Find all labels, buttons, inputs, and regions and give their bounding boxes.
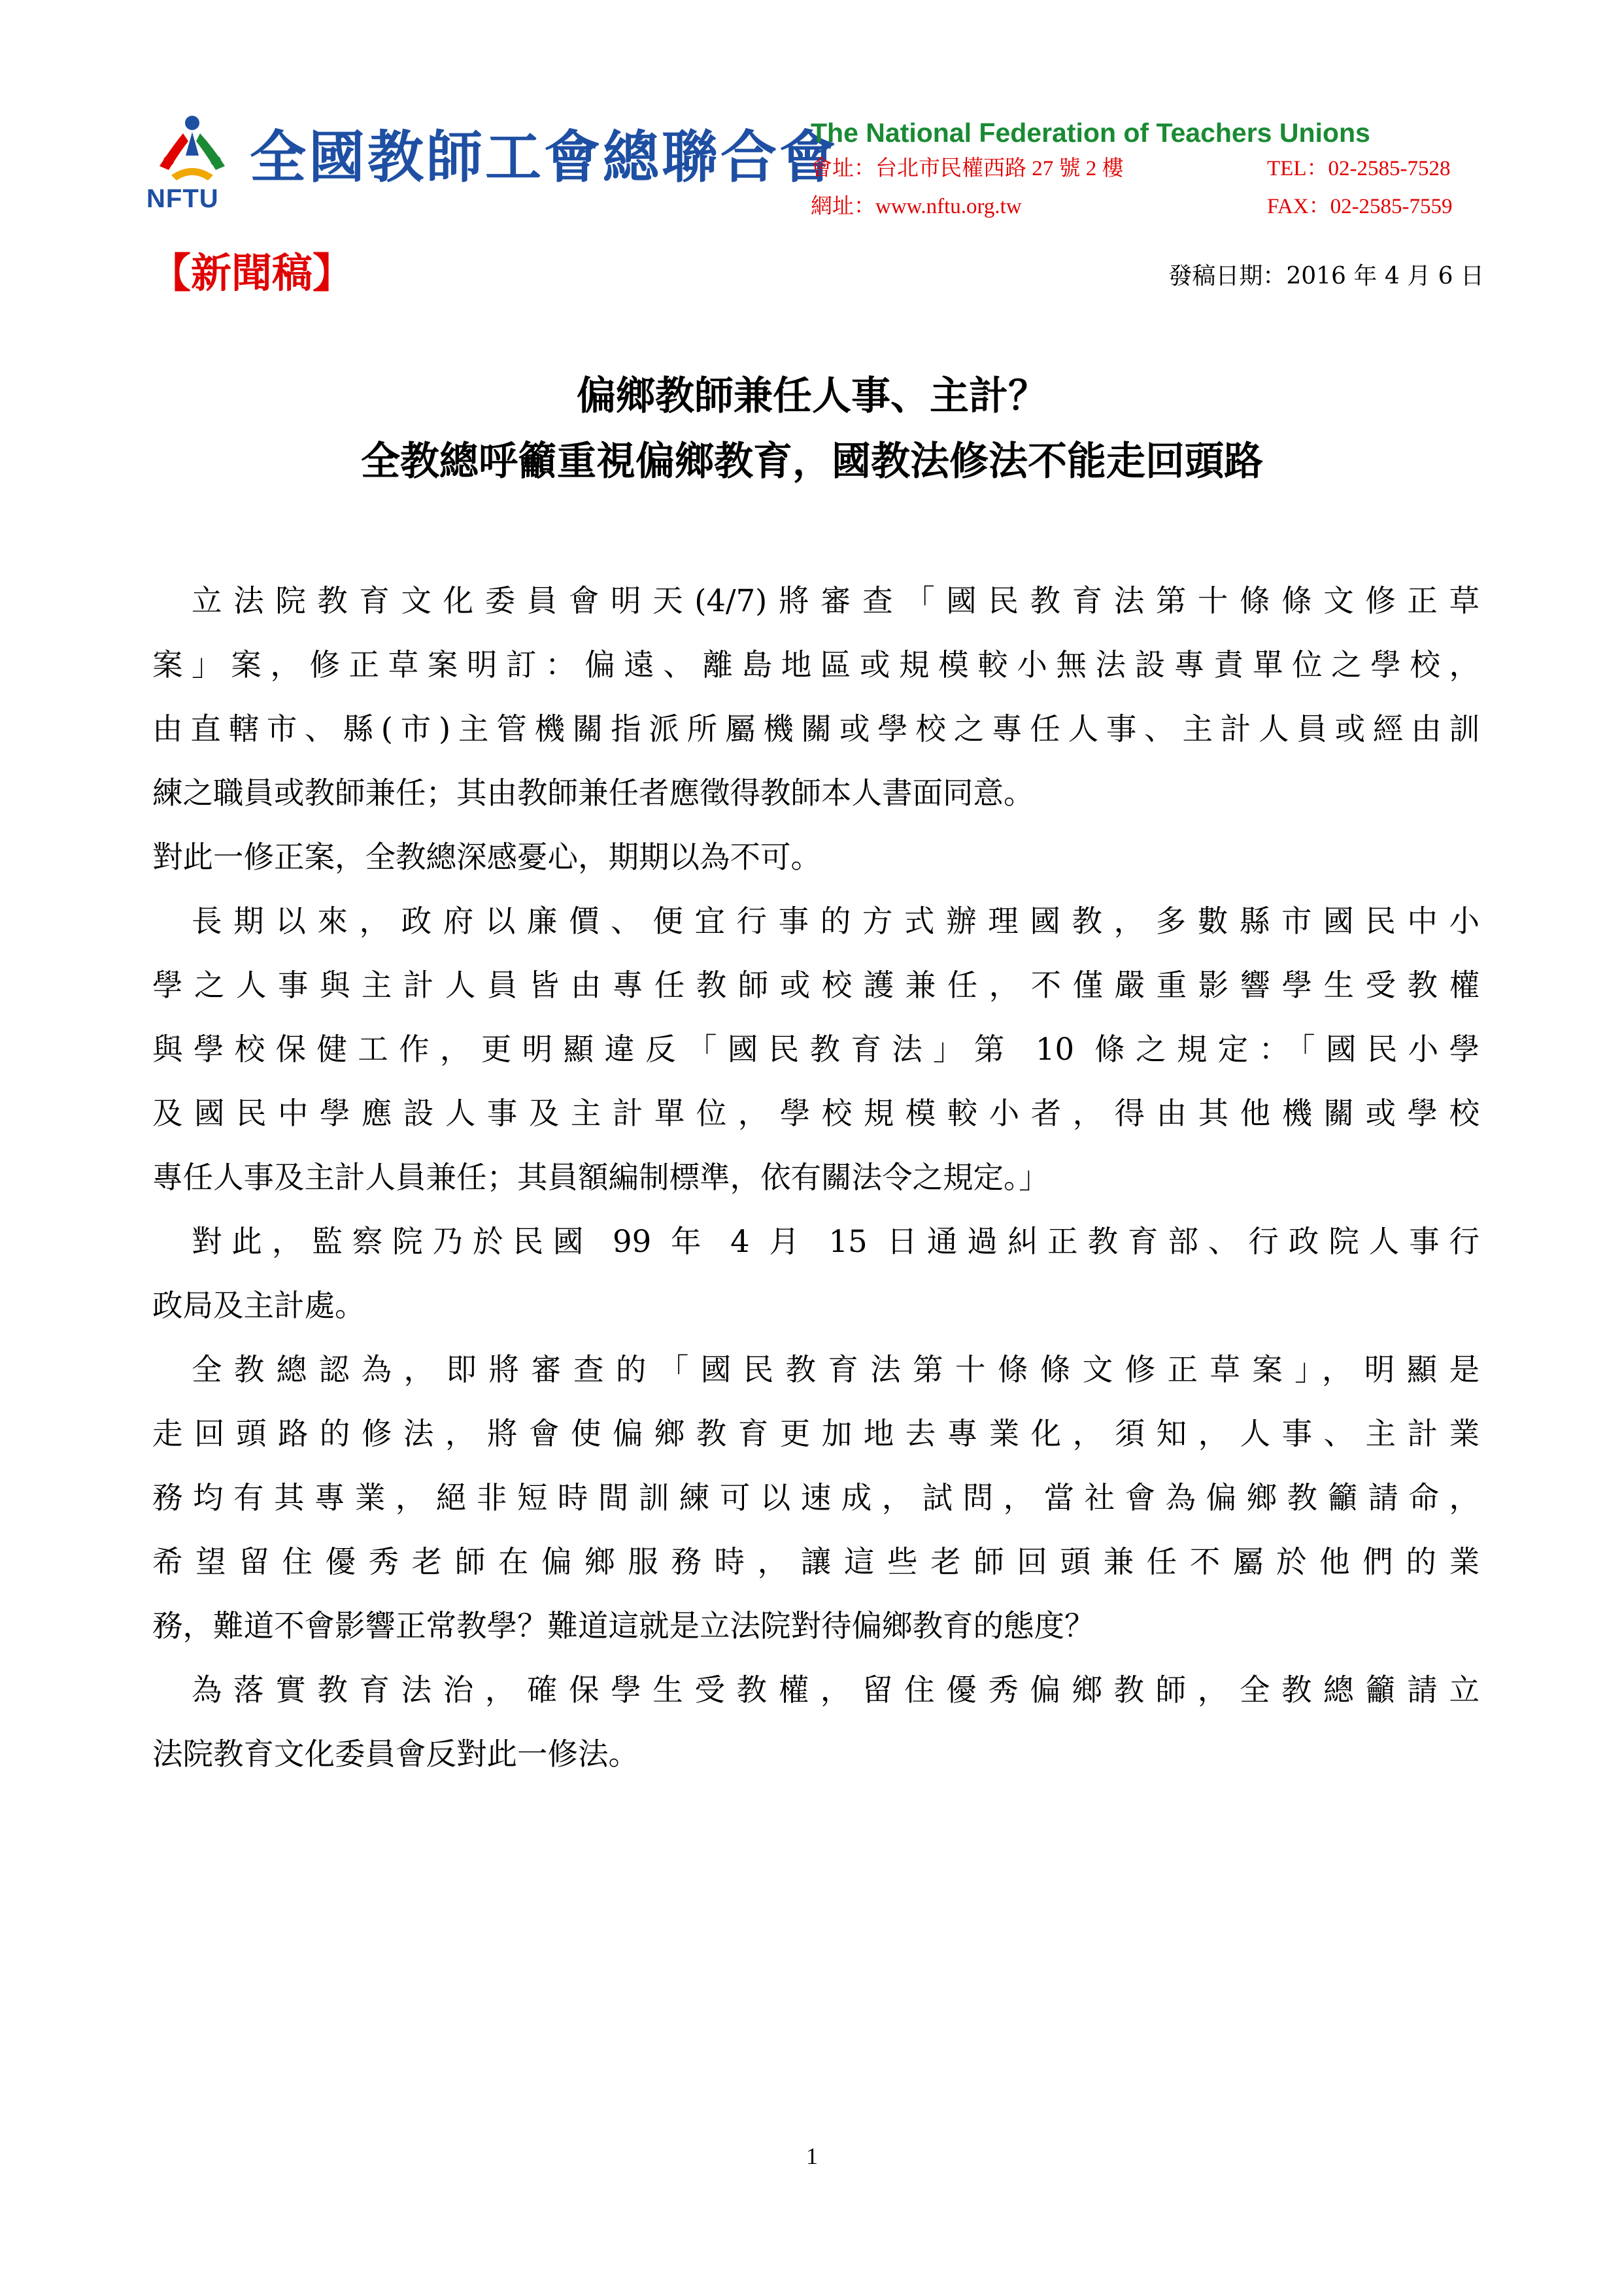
body-line: 對此，監察院乃於民國 99 年 4 月 15 日通過糾正教育部、行政院人事行: [192, 1224, 1480, 1259]
page-number: 1: [806, 2143, 818, 2169]
body-line: 政局及主計處。: [152, 1288, 365, 1323]
org-fax: FAX：02-2585-7559: [1267, 195, 1453, 218]
body-line: 長期以來，政府以廉價、便宜行事的方式辦理國教，多數縣市國民中小: [192, 903, 1480, 939]
body-line: 為落實教育法治，確保學生受教權，留住優秀偏鄉教師，全教總籲請立: [192, 1672, 1480, 1708]
body-line: 走回頭路的修法，將會使偏鄉教育更加地去專業化，須知，人事、主計業: [152, 1416, 1480, 1451]
org-name-chinese: 全國教師工會總聯合會: [250, 125, 838, 190]
org-name-english: The National Federation of Teachers Unions: [811, 118, 1370, 148]
body-line: 練之職員或教師兼任；其由教師兼任者應徵得教師本人書面同意。: [152, 775, 1034, 811]
headline-line-1: 偏鄉教師兼任人事、主計？: [577, 373, 1047, 419]
body-line: 希望留住優秀老師在偏鄉服務時，讓這些老師回頭兼任不屬於他們的業: [152, 1544, 1480, 1579]
body-line: 學之人事與主計人員皆由專任教師或校護兼任，不僅嚴重影響學生受教權: [152, 968, 1480, 1003]
headline-line-2: 全教總呼籲重視偏鄉教育，國教法修法不能走回頭路: [361, 439, 1263, 484]
body-line: 全教總認為，即將審查的「國民教育法第十條條文修正草案」，明顯是: [192, 1352, 1480, 1387]
body-line: 由直轄市、縣(市)主管機關指派所屬機關或學校之專任人事、主計人員或經由訓: [152, 711, 1480, 747]
body-line: 與學校保健工作，更明顯違反「國民教育法」第 10 條之規定：「國民小學: [152, 1032, 1480, 1067]
body-line: 務，難道不會影響正常教學？難道這就是立法院對待偏鄉教育的態度？: [152, 1608, 1095, 1644]
org-telephone: TEL：02-2585-7528: [1267, 157, 1451, 180]
body-line: 立法院教育文化委員會明天(4/7)將審查「國民教育法第十條條文修正草: [192, 583, 1480, 618]
body-line: 專任人事及主計人員兼任；其員額編制標準，依有關法令之規定。」: [152, 1160, 1049, 1195]
body-line: 案」案，修正草案明訂：偏遠、離島地區或規模較小無法設專責單位之學校，: [152, 647, 1480, 683]
body-line: 法院教育文化委員會反對此一修法。: [152, 1736, 639, 1772]
org-logo: [145, 115, 838, 220]
org-website: 網址：www.nftu.org.tw: [811, 195, 1022, 218]
article-body: [152, 569, 1480, 1786]
body-line: 務均有其專業，絕非短時間訓練可以速成，試問，當社會為偏鄉教籲請命，: [152, 1480, 1480, 1515]
body-line: 及國民中學應設人事及主計單位，學校規模較小者，得由其他機關或學校: [152, 1096, 1480, 1131]
press-release-label: 【新聞稿】: [150, 249, 354, 297]
logo-abbreviation: NFTU: [146, 184, 219, 213]
org-address: 會址：台北市民權西路 27 號 2 樓: [811, 157, 1124, 180]
release-date: 發稿日期：2016 年 4 月 6 日: [1168, 263, 1484, 290]
body-line: 對此一修正案，全教總深感憂心，期期以為不可。: [152, 839, 821, 875]
